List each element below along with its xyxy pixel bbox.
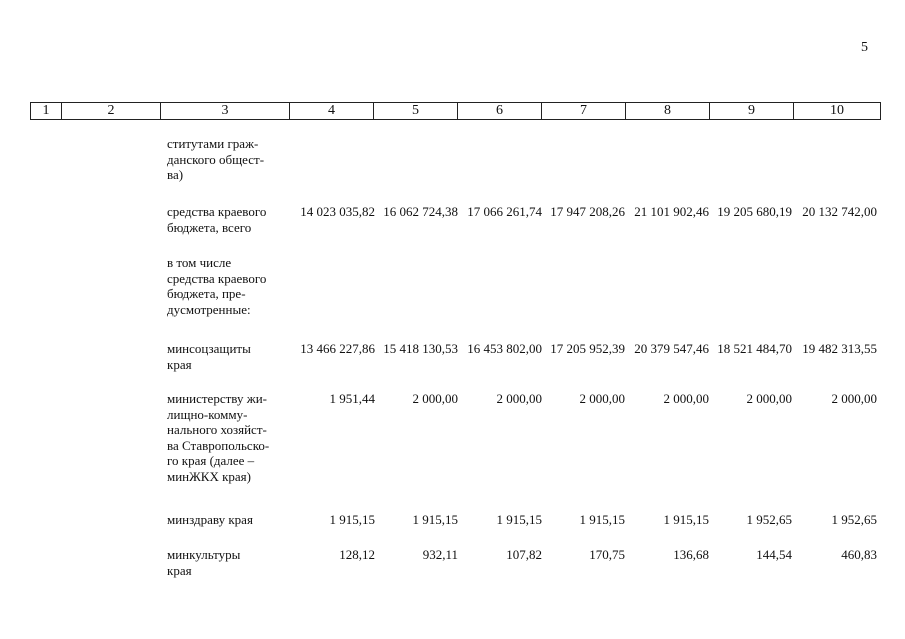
page-number: 5 (861, 40, 868, 55)
row-label-line: средства краевого (167, 270, 267, 286)
column-number-2: 2 (62, 103, 161, 120)
row-label (167, 341, 285, 372)
row-value-col-6: 1 915,15 (496, 512, 542, 527)
row-value-col-9: 1 952,65 (746, 512, 792, 527)
row-value-col-10: 19 482 313,55 (802, 341, 877, 356)
row-value-col-8: 136,68 (673, 547, 709, 562)
row-label-line: средства краевого (167, 204, 267, 219)
row-label-line: го края (далее – (167, 453, 255, 469)
row-label (167, 391, 285, 485)
row-value-col-4: 14 023 035,82 (300, 204, 375, 219)
row-value-col-7: 17 205 952,39 (550, 341, 625, 356)
row-label (167, 204, 285, 235)
row-value-col-6: 107,82 (506, 547, 542, 562)
column-number-5: 5 (374, 103, 458, 120)
row-value-col-7: 2 000,00 (579, 391, 625, 406)
row-value-col-9: 19 205 680,19 (717, 204, 792, 219)
row-value-col-6: 17 066 261,74 (467, 204, 542, 219)
column-number-10: 10 (794, 103, 881, 120)
column-number-7: 7 (542, 103, 626, 120)
column-number-8: 8 (626, 103, 710, 120)
row-value-col-5: 1 915,15 (412, 512, 458, 527)
row-label-line: минздраву края (167, 512, 253, 527)
row-value-col-9: 18 521 484,70 (717, 341, 792, 356)
row-label (167, 255, 285, 317)
row-value-col-9: 144,54 (756, 547, 792, 562)
row-label (167, 512, 285, 528)
row-value-col-5: 15 418 130,53 (383, 341, 458, 356)
row-value-col-4: 1 951,44 (329, 391, 375, 406)
row-label-line: дусмотренные: (167, 301, 251, 317)
row-value-col-9: 2 000,00 (746, 391, 792, 406)
row-label-line: края (167, 562, 192, 578)
row-value-col-7: 170,75 (589, 547, 625, 562)
row-value-col-4: 1 915,15 (329, 512, 375, 527)
row-label-line: минкультуры (167, 547, 241, 562)
row-value-col-10: 460,83 (841, 547, 877, 562)
row-value-col-5: 2 000,00 (412, 391, 458, 406)
row-value-col-6: 16 453 802,00 (467, 341, 542, 356)
row-label-line: бюджета, всего (167, 219, 252, 235)
row-label-line: ва Ставропольско- (167, 437, 270, 453)
row-value-col-7: 1 915,15 (579, 512, 625, 527)
row-value-col-10: 20 132 742,00 (802, 204, 877, 219)
row-label-line: в том числе (167, 255, 232, 270)
column-number-9: 9 (710, 103, 794, 120)
row-label (167, 547, 285, 578)
column-number-6: 6 (458, 103, 542, 120)
row-value-col-5: 16 062 724,38 (383, 204, 458, 219)
row-label-line: края (167, 356, 192, 372)
row-label-line: данского общест- (167, 151, 265, 167)
row-value-col-8: 2 000,00 (663, 391, 709, 406)
column-number-1: 1 (31, 103, 62, 120)
row-value-col-4: 13 466 227,86 (300, 341, 375, 356)
row-value-col-7: 17 947 208,26 (550, 204, 625, 219)
row-label-line: бюджета, пре- (167, 286, 246, 302)
row-value-col-8: 21 101 902,46 (634, 204, 709, 219)
row-label-line: ститутами граж- (167, 136, 259, 151)
row-value-col-10: 2 000,00 (831, 391, 877, 406)
row-label-line: министерству жи- (167, 391, 267, 406)
row-label (167, 136, 285, 183)
row-value-col-10: 1 952,65 (831, 512, 877, 527)
row-value-col-8: 1 915,15 (663, 512, 709, 527)
row-label-line: лищно-комму- (167, 406, 248, 422)
row-label-line: минЖКХ края) (167, 468, 251, 484)
row-value-col-4: 128,12 (339, 547, 375, 562)
row-label-line: нального хозяйст- (167, 422, 267, 438)
column-number-4: 4 (290, 103, 374, 120)
row-label-line: ва) (167, 167, 184, 183)
column-number-3: 3 (161, 103, 290, 120)
row-value-col-5: 932,11 (422, 547, 458, 562)
row-value-col-8: 20 379 547,46 (634, 341, 709, 356)
row-label-line: минсоцзащиты (167, 341, 251, 356)
column-number-header (30, 102, 881, 120)
row-value-col-6: 2 000,00 (496, 391, 542, 406)
